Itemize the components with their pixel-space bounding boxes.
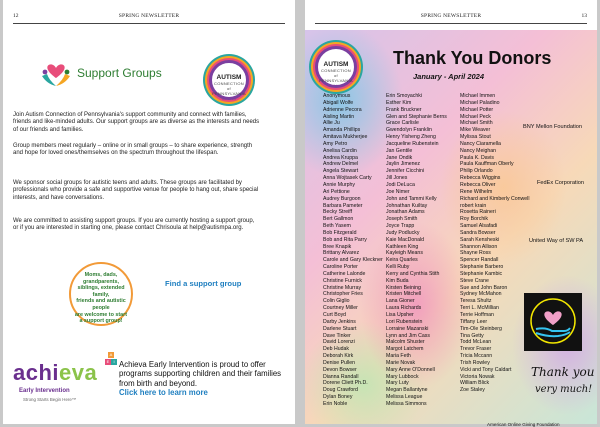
- donor-name: Maria Feth: [386, 353, 411, 360]
- logo-line-4: achieva: [329, 83, 343, 88]
- donor-name: Kayleigh Means: [386, 250, 423, 257]
- donor-name: Bree Knapik: [323, 243, 352, 250]
- logo-line-2: CONNECTION: [321, 68, 351, 73]
- donor-name: Terrie Hoffman: [460, 312, 494, 318]
- donor-name: Michael Paladino: [460, 99, 500, 106]
- donor-name: Nancy Ciaramella: [460, 140, 501, 147]
- donor-name: Andrew Delmel: [323, 161, 359, 168]
- achieva-wordmark: [13, 360, 97, 386]
- autism-connection-logo: [209, 60, 249, 100]
- donor-name: Aisling Martin: [323, 113, 355, 120]
- donor-name: Stephanie Barbero: [460, 264, 504, 271]
- donor-name: Jacqueline Rubenstein: [386, 140, 439, 147]
- intro-paragraph: Join Autism Connection of Pennsylvania's support community and connect with families, friends and like-minded adults. Our support groups are as diverse as the interests and needs of our friends and families.: [13, 112, 260, 133]
- donor-name: Stephanie Kambic: [460, 270, 503, 277]
- donor-name: Jane Ondik: [386, 154, 413, 161]
- newsletter-page-12: [3, 0, 295, 424]
- donor-name: Anna Wojtasek Carty: [323, 175, 372, 182]
- donor-name: Jaylin Jimenez: [386, 161, 421, 168]
- donor-name: Jonathan Adams: [386, 209, 425, 216]
- donor-name: Dorene Cliett Ph.D.: [323, 380, 368, 387]
- donor-name: Rebecca Oliver: [460, 181, 496, 188]
- donor-name: Christopher Fries: [323, 291, 363, 298]
- thank-you-donors-title: Thank You Donors: [393, 48, 552, 68]
- donor-name: Catherine Lalonde: [323, 270, 366, 277]
- newsletter-title: SPRING NEWSLETTER: [420, 13, 482, 19]
- donor-name: Devon Bowser: [323, 366, 357, 373]
- donor-name: Darby Jenkins: [323, 318, 356, 325]
- welcome-bubble: [69, 262, 133, 326]
- donor-name: Tricia Mccann: [460, 353, 493, 360]
- social-groups-paragraph: We sponsor social groups for autistic teens and adults. These groups are facilitated by professionals who provide a safe and supportive venue for people to hang out, share special interests, and have conversations.: [13, 180, 259, 201]
- donor-name: Kaie MacDonald: [386, 236, 425, 243]
- donor-name: Steve Crane: [460, 277, 489, 284]
- achieva-tagline: Strong Starts Begin Here™: [23, 397, 77, 402]
- donor-list-column-2: [386, 93, 447, 408]
- toy-blocks-icon: [105, 352, 117, 366]
- donor-name: Anelisa Cardin: [323, 147, 357, 154]
- donors-panel: [305, 30, 597, 427]
- donor-name: Audrey Burgoon: [323, 195, 361, 202]
- donor-name: Shannon Allison: [460, 243, 498, 250]
- donor-name: Shayne Ross: [460, 250, 491, 257]
- donor-name: Christine Murray: [323, 284, 362, 291]
- donor-name: Victoria Nowak: [460, 373, 495, 380]
- donor-name: Paula Kauffman Oberly: [460, 161, 514, 168]
- donor-name: Samuel Alsafadi: [460, 223, 498, 230]
- donor-name: Anonymous: [323, 93, 351, 99]
- date-range: January - April 2024: [413, 72, 485, 81]
- donor-name: Barbara Pameter: [323, 202, 363, 209]
- donor-name: Lana Gioner: [386, 298, 415, 305]
- donor-name: Richard and Kimberly Conwell: [460, 195, 530, 202]
- donor-name: Lori Rubenstein: [386, 318, 423, 325]
- donor-name: Rebecca Wiggins: [460, 175, 501, 182]
- donor-name: Michael Potter: [460, 106, 494, 113]
- donor-name: Kelli Ruby: [386, 264, 410, 271]
- org-footer: American Online Giving Foundation: [487, 422, 560, 427]
- donor-name: Beth Yasem: [323, 223, 351, 230]
- donor-name: Johnathan Kuiltay: [386, 202, 428, 209]
- donor-name: Jan Gentile: [386, 147, 413, 154]
- script-line-2: very much!: [535, 384, 593, 395]
- donor-name: Brittany Alvarez: [323, 250, 360, 257]
- donor-name: Michael Immen: [460, 93, 496, 99]
- donor-name: Sandra Bowser: [460, 229, 496, 236]
- donor-name: Michael Peck: [460, 113, 491, 120]
- donor-name: Mike Weaver: [460, 127, 491, 134]
- donor-name: Nancy Meighan: [460, 147, 497, 154]
- donor-name: Kristen Mitchell: [386, 291, 422, 298]
- donor-name: Teresa Shultz: [460, 298, 492, 305]
- donor-name: Allie Ju: [323, 120, 340, 127]
- donor-name: David Lorenzi: [323, 339, 355, 346]
- find-support-group-link[interactable]: Find a support group: [165, 279, 242, 288]
- donor-name: Jodi DeLuca: [386, 181, 415, 188]
- donor-name: Trevor Fraser: [460, 346, 492, 353]
- donor-name: John and Tammi Kelly: [386, 195, 437, 202]
- donor-name: Rosetta Raineri: [460, 209, 496, 216]
- donor-name: Jennifer Cicchini: [386, 168, 425, 175]
- donor-name: Jill Jones: [386, 175, 408, 182]
- donor-name: Ari Pettione: [323, 188, 350, 195]
- achieva-word-part-b: eva: [59, 360, 98, 385]
- donor-name: Frank Bruckner: [386, 106, 422, 113]
- achieva-subtitle: Early Intervention: [19, 388, 70, 394]
- donor-name: Mary Luty: [386, 380, 409, 387]
- page-header: [315, 10, 587, 24]
- donor-name: Gwendolyn Franklin: [386, 127, 432, 134]
- page-number: 13: [581, 13, 587, 19]
- logo-line-3: of PENNSYLVANIA: [212, 86, 246, 96]
- donor-name: Glen and Stephanie Berns: [386, 113, 447, 120]
- donor-name: Trish Rowley: [460, 359, 490, 366]
- donor-name: Kerry and Cynthia Stith: [386, 270, 440, 277]
- donor-name: Colin Giglio: [323, 298, 350, 305]
- bubble-line: Moms, dads,: [84, 272, 118, 278]
- donor-name: Becky Streiff: [323, 209, 353, 216]
- donor-name: Caroline Porter: [323, 264, 358, 271]
- bubble-line: are welcome to start: [74, 311, 128, 318]
- logo-line-4: achieva: [222, 96, 236, 101]
- org-donor: United Way of SW PA: [529, 238, 584, 244]
- donor-name: Amy Petro: [323, 140, 348, 147]
- donor-name: Deborah Kirk: [323, 353, 354, 360]
- donor-name: Tina Getty: [460, 332, 484, 339]
- org-donor: BNY Mellon Foundation: [523, 124, 582, 130]
- hands-heart-icon: [39, 56, 73, 90]
- donor-name: Abigail Wolfe: [323, 99, 354, 106]
- achieva-logo: [13, 348, 119, 414]
- donor-name: Mary Anne O'Donnell: [386, 366, 435, 373]
- achieva-word-part-a: achi: [13, 360, 60, 385]
- newsletter-title: SPRING NEWSLETTER: [118, 13, 180, 19]
- donor-name: Tiffany Leer: [460, 318, 488, 325]
- donor-name: Sydney McMahon: [460, 291, 502, 298]
- block-letter: I: [111, 359, 117, 365]
- donor-name: Roy Borchik: [460, 216, 488, 223]
- block-letter: A: [109, 352, 113, 357]
- donor-name: Christine Furnick: [323, 277, 362, 284]
- learn-more-link[interactable]: Click here to learn more: [119, 388, 208, 398]
- donor-name: Lynn and Jim Cass: [386, 332, 430, 339]
- donor-name: Erin Noble: [323, 400, 348, 407]
- donor-name: Lisa Upsher: [386, 312, 414, 318]
- donor-name: Bob Fitzgerald: [323, 229, 357, 236]
- donor-name: Carole and Gary Kleckner: [323, 257, 383, 264]
- donor-name: Paula K. Davis: [460, 154, 495, 161]
- donor-name: Zoe Staley: [460, 387, 485, 394]
- donor-name: Courtney Miller: [323, 305, 358, 312]
- heart-in-hand-icon: [524, 293, 582, 351]
- donor-name: Spencer Randall: [460, 257, 499, 264]
- autism-connection-logo: [315, 46, 357, 88]
- donor-name: Megan Ballantyne: [386, 387, 428, 394]
- bubble-line: friends and autistic people: [76, 298, 126, 311]
- support-groups-title: Support Groups: [77, 66, 162, 80]
- donor-name: Sue and John Baron: [460, 284, 508, 291]
- donor-name: Adrienne Pecora: [323, 106, 362, 113]
- org-donor: FedEx Corporation: [537, 180, 584, 186]
- donor-name: Grace Carlisle: [386, 120, 419, 127]
- logo-line-3: of PENNSYLVANIA: [319, 73, 353, 83]
- donor-name: Darlene Stuart: [323, 325, 357, 332]
- donor-name: Dave Tinker: [323, 332, 351, 339]
- donor-name: Amanda Phillips: [323, 127, 361, 134]
- achieva-text: Achieva Early Intervention is proud to offer programs supporting children and their families from birth and beyond.: [119, 360, 282, 388]
- donor-name: Sarah Kensheski: [460, 236, 500, 243]
- donor-name: Terri L. McMillian: [460, 305, 499, 312]
- donor-list-column-1: [323, 93, 383, 408]
- block-letter: E: [106, 359, 110, 364]
- donor-name: Bob and Rita Parry: [323, 236, 367, 243]
- donor-name: Joe Nimer: [386, 188, 410, 195]
- donor-name: Vicki and Tony Caldart: [460, 366, 512, 373]
- contact-paragraph: We are committed to assisting support groups. If you are currently hosting a support group, or if you are interested in starting one, please contact Chrisoula at help@autismpa.org.: [13, 218, 255, 232]
- donor-name: Mylissa Stout: [460, 134, 491, 141]
- donor-name: Margot Latchem: [386, 346, 424, 353]
- logo-line-1: AUTISM: [323, 61, 349, 68]
- donor-name: Erin Smoyachki: [386, 93, 423, 99]
- script-line-1: Thank you: [531, 365, 595, 379]
- heart-hand-graphic: [524, 293, 582, 351]
- page-header: [13, 10, 285, 24]
- donor-name: Lorraine Mazanski: [386, 325, 429, 332]
- donor-name: Esther Kim: [386, 99, 412, 106]
- donor-name: Rene Wilhelm: [460, 188, 493, 195]
- donor-name: Todd McLean: [460, 339, 492, 346]
- donor-name: Denise Pullen: [323, 359, 356, 366]
- donor-name: Michael Smith: [460, 120, 493, 127]
- donor-name: Andrea Kruppa: [323, 154, 358, 161]
- bubble-line: a support group!: [79, 318, 123, 325]
- page-number: 12: [13, 13, 19, 19]
- donor-name: Mary Lubbock: [386, 373, 419, 380]
- donor-name: Amitava Mukherjee: [323, 134, 368, 141]
- donor-name: Malcolm Shuster: [386, 339, 425, 346]
- donor-name: Marie Novak: [386, 359, 416, 366]
- bubble-line: grandparents,: [83, 278, 119, 285]
- donor-name: Philip Orlando: [460, 168, 493, 175]
- donor-name: Annie Murphy: [323, 181, 356, 188]
- donor-name: Keira Quarles: [386, 257, 418, 264]
- newsletter-page-13: [305, 0, 597, 427]
- thank-you-script-graphic: [525, 352, 595, 412]
- logo-line-2: CONNECTION: [214, 81, 244, 86]
- donor-name: Judy Podlucky: [386, 229, 420, 236]
- donor-name: Angela Stewart: [323, 168, 359, 175]
- bubble-line: siblings, extended family,: [77, 285, 125, 298]
- donor-name: Laura Richards: [386, 305, 422, 312]
- donor-list-column-3: [460, 93, 529, 394]
- donor-name: William Blick: [460, 380, 490, 387]
- donor-name: Melissa League: [386, 394, 423, 401]
- donor-name: Joyce Trapp: [386, 223, 415, 230]
- donor-name: Bert Gallmon: [323, 216, 354, 223]
- donor-name: Deb Hudak: [323, 346, 349, 353]
- donor-name: Dylan Boney: [323, 394, 353, 401]
- logo-line-1: AUTISM: [216, 74, 242, 81]
- donor-name: Melissa Simmons: [386, 400, 427, 407]
- donor-name: Kim Buda: [386, 277, 409, 284]
- meetings-paragraph: Group members meet regularly – online or in small groups – to share experience, strength and hope for loved ones/themselves on the spectrum throughout the lifespan.: [13, 143, 253, 157]
- donor-name: Joseph Smith: [386, 216, 418, 223]
- donor-name: Curt Boyd: [323, 312, 347, 318]
- donor-name: Henry Yisheng Zheng: [386, 134, 436, 141]
- donor-name: Tim-Ole Steinberg: [460, 325, 502, 332]
- donor-name: Kathleen King: [386, 243, 419, 250]
- donor-name: Dianna Randall: [323, 373, 359, 380]
- donor-name: Doug Crawford: [323, 387, 358, 394]
- donor-name: robert krain: [460, 202, 487, 209]
- donor-name: Kirsten Beining: [386, 284, 421, 291]
- achieva-description: [119, 360, 289, 398]
